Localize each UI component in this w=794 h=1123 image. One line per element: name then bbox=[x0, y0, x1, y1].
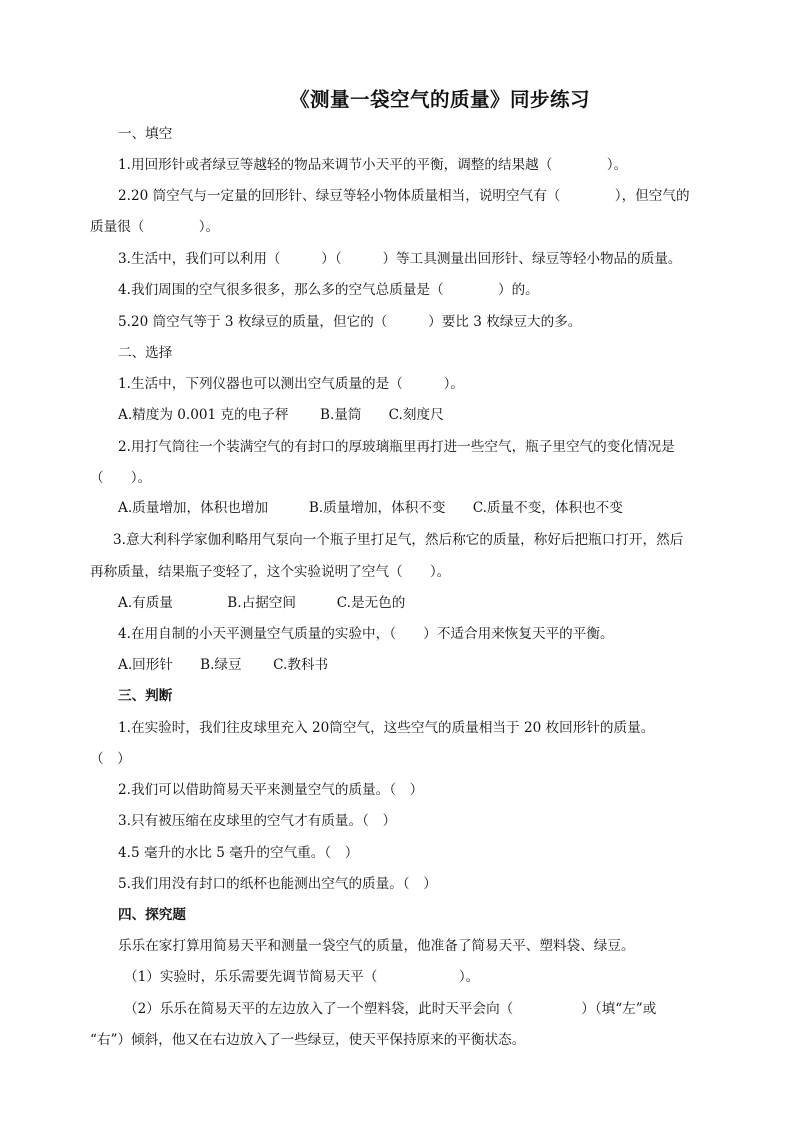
text-line-17: 4.在用自制的小天平测量空气质量的实验中，（ ）不适合用来恢复天平的平衡。 bbox=[118, 626, 614, 642]
text-line-18: A.回形针 B.绿豆 C.教科书 bbox=[118, 657, 329, 673]
text-line-15: 再称质量，结果瓶子变轻了，这个实验说明了空气（ ）。 bbox=[90, 564, 451, 580]
text-line-10: A.精度为 0.001 克的电子秤 B.量筒 C.刻度尺 bbox=[118, 407, 444, 423]
text-line-27: 乐乐在家打算用简易天平和测量一袋空气的质量，他准备了简易天平、塑料袋、绿豆。 bbox=[118, 938, 635, 954]
text-line-13: A.质量增加，体积也增加 B.质量增加，体积不变 C.质量不变，体积也不变 bbox=[118, 500, 623, 516]
text-line-20: 1.在实验时，我们往皮球里充入 20筒空气，这些空气的质量相当于 20 枚回形针的质量。 bbox=[118, 720, 655, 736]
text-line-21: （ ） bbox=[90, 751, 131, 767]
text-line-9: 1.生活中，下列仪器也可以测出空气质量的是（ ）。 bbox=[118, 376, 465, 392]
text-line-3: 2.20 筒空气与一定量的回形针、绿豆等轻小物体质量相当，说明空气有（ ），但空气的 bbox=[118, 188, 690, 204]
text-line-14: 3.意大利科学家伽利略用气泵向一个瓶子里打足气，然后称它的质量，称好后把瓶口打开，然后 bbox=[113, 532, 684, 548]
page-title: 《测量一袋空气的质量》同步练习 bbox=[289, 88, 590, 111]
text-line-1: 一、填空 bbox=[118, 126, 173, 142]
text-line-24: 4.5 毫升的水比 5 毫升的空气重。（ ） bbox=[118, 845, 359, 861]
text-line-5: 3.生活中，我们可以利用（ ）（ ）等工具测量出回形针、绿豆等轻小物品的质量。 bbox=[118, 251, 682, 267]
text-line-7: 5.20 筒空气等于 3 枚绿豆的质量，但它的（ ）要比 3 枚绿豆大的多。 bbox=[118, 314, 582, 330]
text-line-12: （ ）。 bbox=[90, 470, 152, 486]
text-line-4: 质量很（ ）。 bbox=[90, 219, 220, 235]
text-line-25: 5.我们用没有封口的纸杯也能测出空气的质量。（ ） bbox=[118, 876, 437, 892]
text-line-30: “右”）倾斜，他又在右边放入了一些绿豆，使天平保持原来的平衡状态。 bbox=[90, 1032, 526, 1048]
text-line-16: A.有质量 B.占据空间 C.是无色的 bbox=[118, 595, 406, 611]
text-line-28: （1）实验时，乐乐需要先调节简易天平（ ）。 bbox=[124, 969, 480, 985]
text-line-2: 1.用回形针或者绿豆等越轻的物品来调节小天平的平衡，调整的结果越（ ）。 bbox=[118, 157, 628, 173]
text-line-23: 3.只有被压缩在皮球里的空气才有质量。（ ） bbox=[118, 813, 397, 829]
text-line-6: 4.我们周围的空气很多很多，那么多的空气总质量是（ ）的。 bbox=[118, 282, 539, 298]
text-line-11: 2.用打气筒往一个装满空气的有封口的厚玻璃瓶里再打进一些空气，瓶子里空气的变化情况是 bbox=[118, 439, 675, 455]
text-line-26: 四、探究题 bbox=[118, 907, 186, 923]
text-line-29: （2）乐乐在简易天平的左边放入了一个塑料袋，此时天平会向（ ）（填“左”或 bbox=[124, 1001, 657, 1017]
text-line-19: 三、判断 bbox=[118, 688, 173, 704]
text-line-8: 二、选择 bbox=[118, 345, 173, 361]
text-line-22: 2.我们可以借助简易天平来测量空气的质量。（ ） bbox=[118, 782, 424, 798]
